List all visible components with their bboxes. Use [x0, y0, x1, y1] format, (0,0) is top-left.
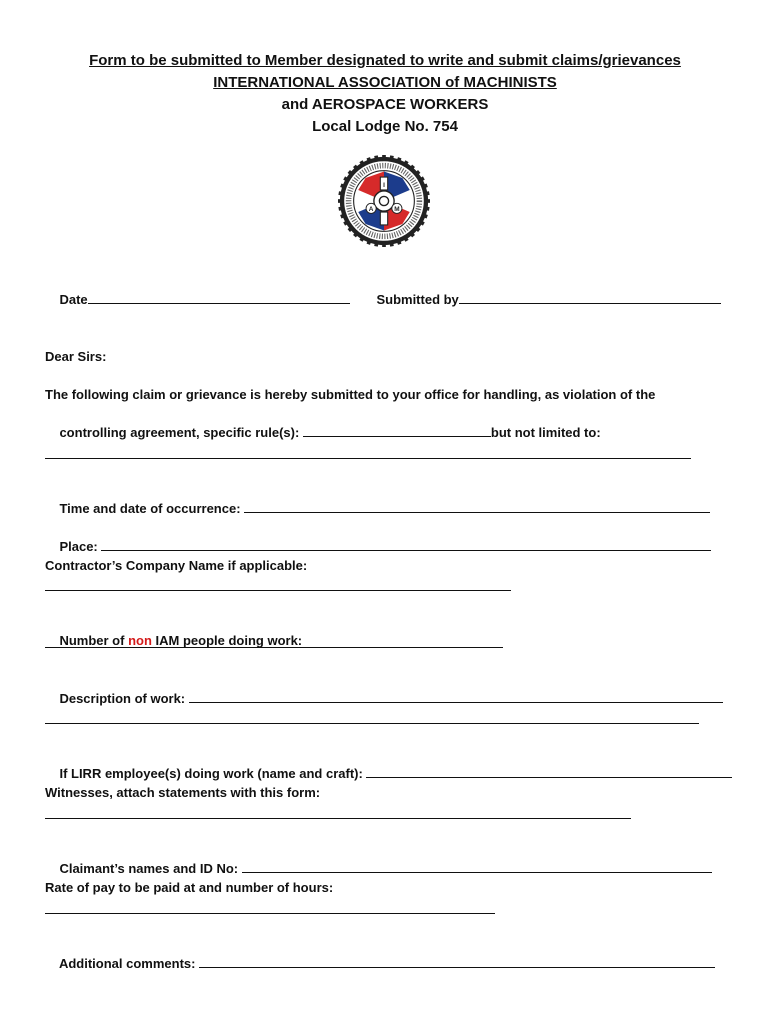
salutation: Dear Sirs: — [45, 349, 107, 364]
non-iam-label-c: IAM people doing work: — [155, 633, 303, 648]
description-field-2[interactable] — [45, 723, 699, 724]
description-row — [45, 671, 723, 726]
witnesses-field[interactable] — [45, 818, 631, 819]
gear-tooth — [338, 199, 344, 203]
contractor-field[interactable] — [45, 590, 511, 591]
description-label: Description of work: — [59, 691, 186, 706]
gear-tooth — [382, 241, 386, 247]
rate-label: Rate of pay to be paid at and number of hours: — [45, 880, 334, 895]
contractor-label: Contractor’s Company Name if applicable: — [45, 558, 308, 573]
submitted-by-label: Submitted by — [376, 292, 459, 307]
gear-tooth — [382, 155, 386, 161]
date-field[interactable] — [88, 290, 350, 304]
submitted-by-row — [362, 272, 721, 327]
claimants-field[interactable] — [242, 859, 712, 873]
rate-field[interactable] — [45, 913, 495, 914]
svg-text:A: A — [368, 206, 374, 214]
intro-line-1: The following claim or grievance is hereby submitted to your office for handling, as violation of the — [45, 387, 656, 402]
iam-seal-icon — [338, 155, 430, 247]
time-date-field[interactable] — [244, 499, 710, 513]
lirr-field[interactable] — [366, 764, 732, 778]
form-title: Form to be submitted to Member designated to write and submit claims/grievances — [89, 52, 681, 69]
place-label: Place: — [59, 539, 98, 554]
non-iam-field[interactable] — [45, 647, 503, 648]
svg-text:M: M — [394, 206, 400, 214]
additional-row — [45, 936, 715, 991]
time-date-label: Time and date of occurrence: — [59, 501, 241, 516]
local-lodge: Local Lodge No. 754 — [312, 118, 458, 135]
witnesses-label: Witnesses, attach statements with this form: — [45, 785, 321, 800]
date-row — [45, 272, 350, 327]
lirr-label: If LIRR employee(s) doing work (name and craft): — [59, 766, 363, 781]
intro-line-2 — [45, 405, 601, 460]
intro-rule-label: controlling agreement, specific rule(s): — [59, 425, 300, 440]
intro-not-limited: but not limited to: — [490, 425, 601, 440]
non-iam-label-a: Number of — [59, 633, 125, 648]
non-iam-label-non: non — [128, 633, 152, 648]
date-label: Date — [59, 292, 88, 307]
submitted-by-field[interactable] — [459, 290, 721, 304]
description-field[interactable] — [189, 689, 723, 703]
union-name-cont: and AEROSPACE WORKERS — [281, 96, 489, 113]
union-name: INTERNATIONAL ASSOCIATION of MACHINISTS — [213, 74, 557, 91]
gear-tooth — [424, 199, 430, 203]
claimants-label: Claimant’s names and ID No: — [59, 861, 239, 876]
svg-text:I: I — [383, 182, 385, 190]
rules-field[interactable] — [303, 423, 491, 437]
additional-field[interactable] — [199, 954, 715, 968]
non-iam-row — [45, 614, 302, 668]
form-header — [0, 50, 770, 138]
additional-label: Additional comments: — [58, 956, 196, 971]
violation-field[interactable] — [45, 458, 691, 459]
place-field[interactable] — [101, 537, 711, 551]
